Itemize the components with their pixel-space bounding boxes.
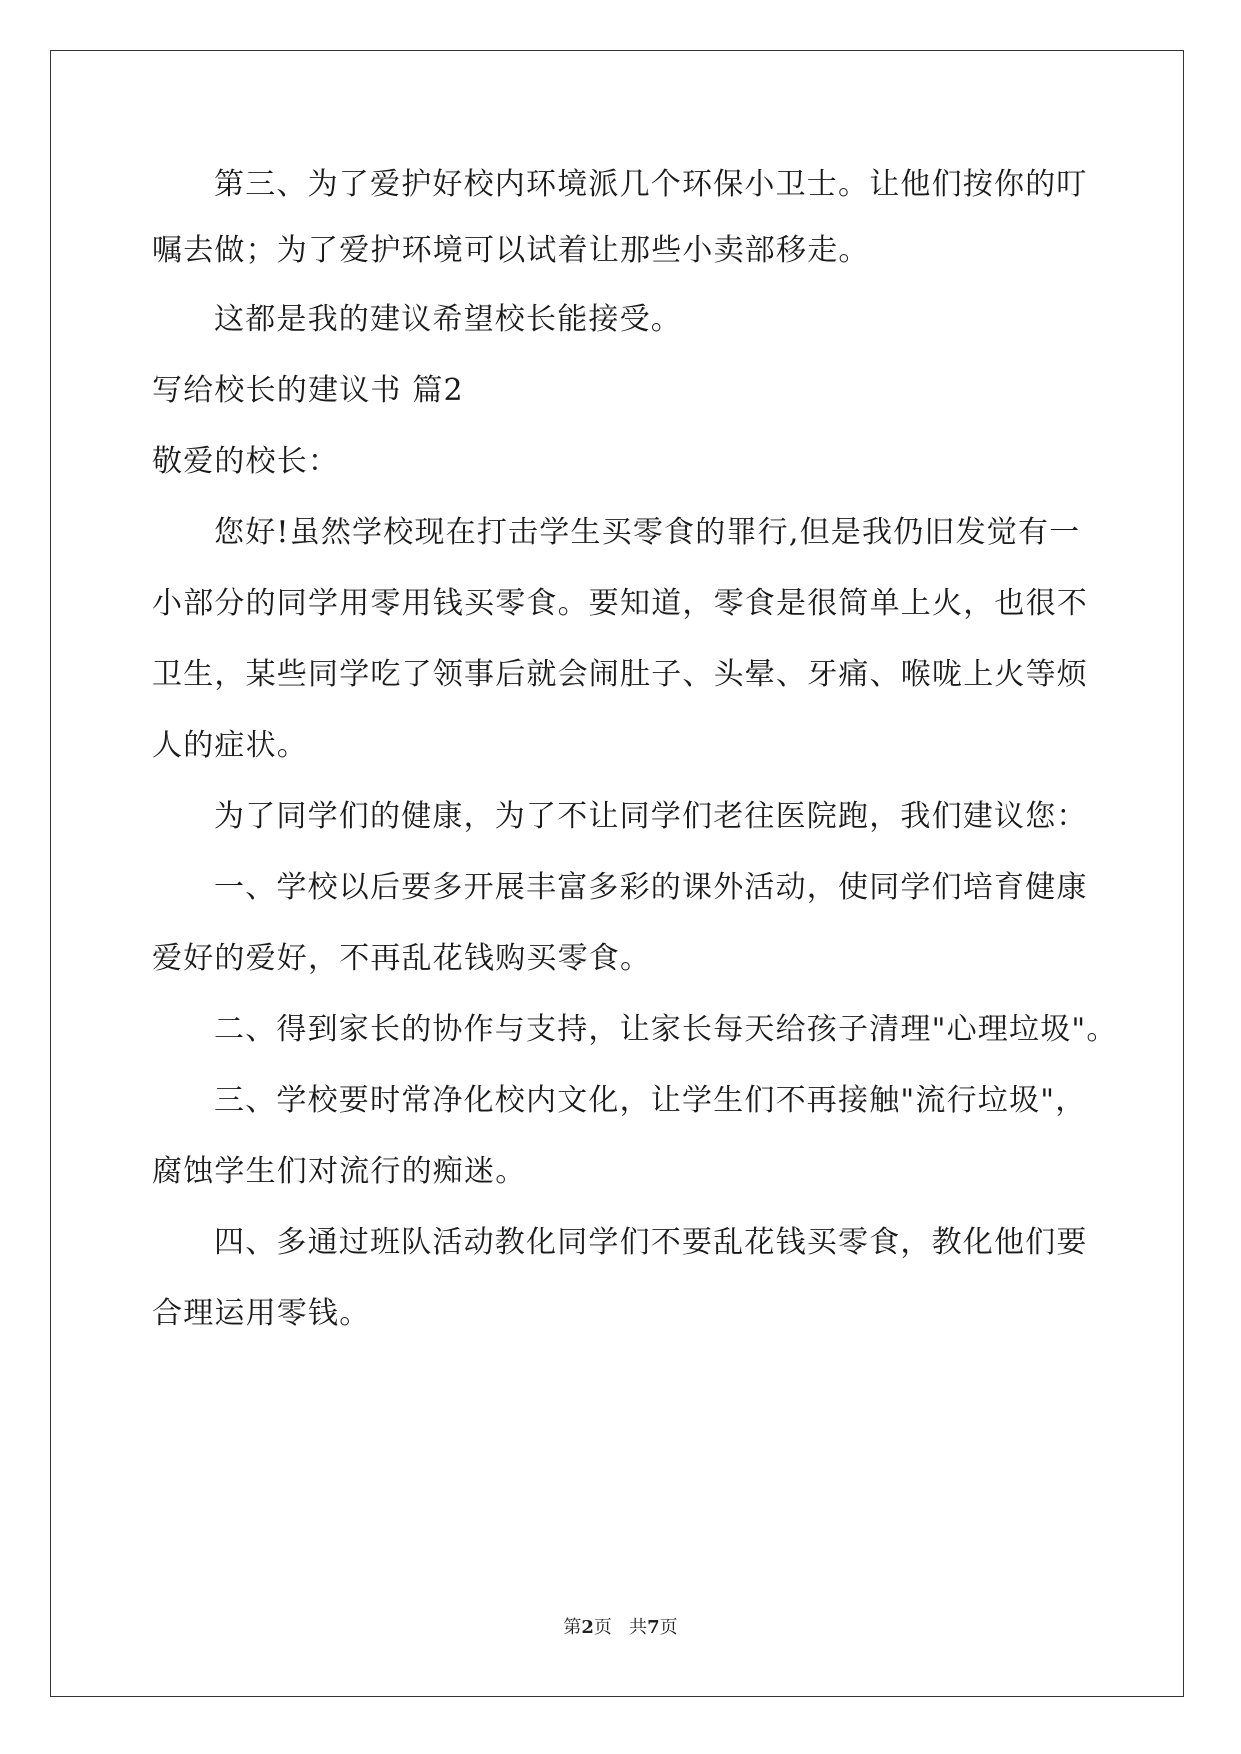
footer-prefix: 第 <box>563 1617 582 1638</box>
paragraph-line: 四、多通过班队活动教化同学们不要乱花钱买零食，教化他们要 <box>214 1225 1088 1260</box>
footer-page-suffix: 页 <box>593 1617 612 1638</box>
paragraph-line: 腐蚀学生们对流行的痴迷。 <box>152 1154 527 1189</box>
page-footer <box>0 1616 1241 1640</box>
section-heading: 写给校长的建议书 篇2 <box>152 373 464 408</box>
paragraph-line: 二、得到家长的协作与支持，让家长每天给孩子清理"心理垃圾"。 <box>214 1012 1118 1047</box>
footer-total-prefix: 共 <box>629 1617 648 1638</box>
salutation: 敬爱的校长： <box>152 444 340 479</box>
paragraph-line: 嘱去做；为了爱护环境可以试着让那些小卖部移走。 <box>152 233 870 268</box>
paragraph-line: 合理运用零钱。 <box>152 1296 371 1331</box>
paragraph-line: 小部分的同学用零用钱买零食。要知道，零食是很简单上火，也很不 <box>152 586 1088 621</box>
paragraph-line: 第三、为了爱护好校内环境派几个环保小卫士。让他们按你的叮 <box>214 167 1088 202</box>
paragraph-line: 为了同学们的健康，为了不让同学们老往医院跑，我们建议您： <box>214 799 1088 834</box>
paragraph-line: 爱好的爱好，不再乱花钱购买零食。 <box>152 941 652 976</box>
page-number: 2 <box>581 1617 594 1638</box>
paragraph-line: 您好!虽然学校现在打击学生买零食的罪行,但是我仍旧发觉有一 <box>214 515 1081 550</box>
total-pages: 7 <box>647 1617 660 1638</box>
paragraph-line: 一、学校以后要多开展丰富多彩的课外活动，使同学们培育健康 <box>214 870 1088 905</box>
paragraph-line: 这都是我的建议希望校长能接受。 <box>214 302 682 337</box>
paragraph-line: 三、学校要时常净化校内文化，让学生们不再接触"流行垃圾"， <box>214 1083 1087 1118</box>
paragraph-line: 人的症状。 <box>152 728 308 763</box>
footer-total-suffix: 页 <box>659 1617 678 1638</box>
paragraph-line: 卫生，某些同学吃了领事后就会闹肚子、头晕、牙痛、喉咙上火等烦 <box>152 657 1088 692</box>
